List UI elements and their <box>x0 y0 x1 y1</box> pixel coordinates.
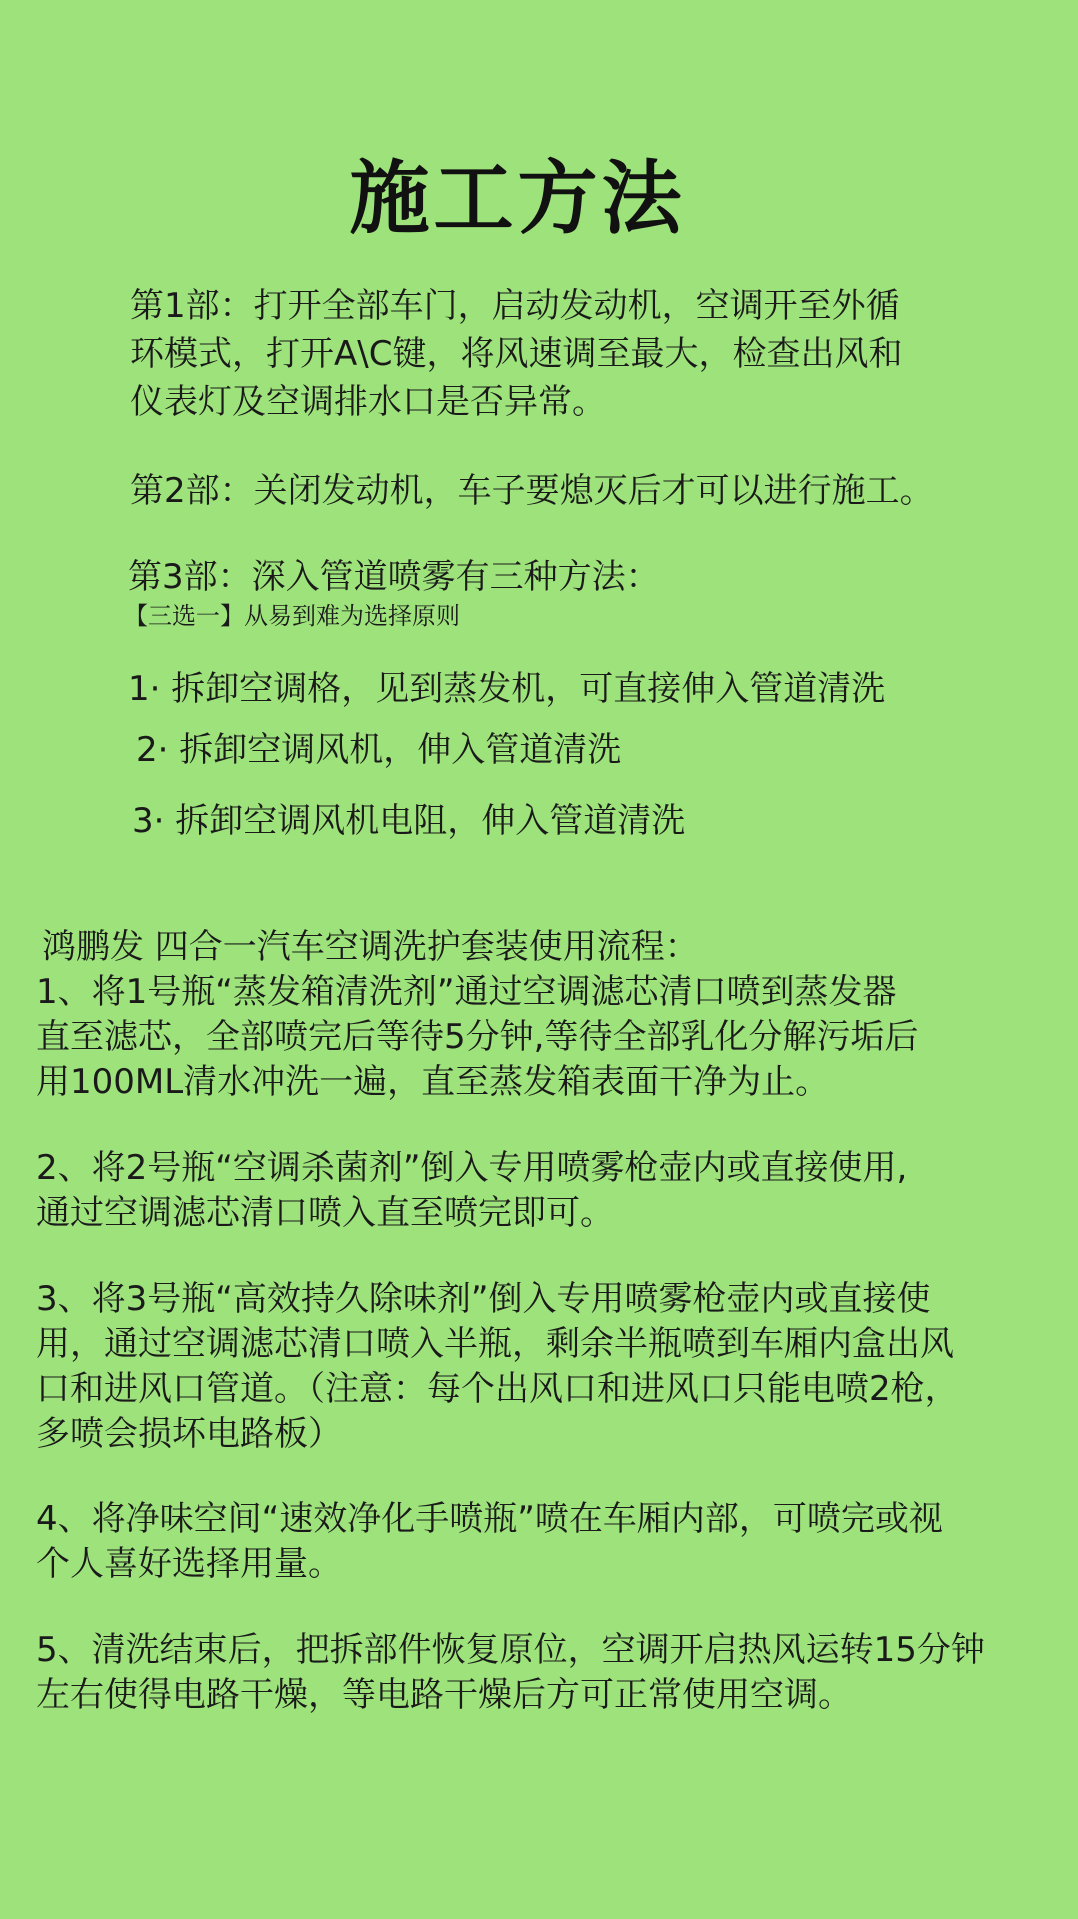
step-3-note: 【三选一】从易到难为选择原则 <box>124 602 460 630</box>
usage-item-3: 3、将3号瓶“高效持久除味剂”倒入专用喷雾枪壶内或直接使 用，通过空调滤芯清口喷入半瓶，剩余半瓶喷到车厢内盒出风 口和进风口管道。（注意：每个出风口和进风口只能电喷2枪， 多喷会损坏电路板） <box>36 1279 959 1454</box>
usage-item-4: 4、将净味空间“速效净化手喷瓶”喷在车厢内部，可喷完或视 个人喜好选择用量。 <box>36 1499 943 1584</box>
method-item-3: 3· 拆卸空调风机电阻，伸入管道清洗 <box>132 801 686 841</box>
step-3-text: 第3部：深入管道喷雾有三种方法： <box>128 557 660 597</box>
usage-item-5: 5、清洗结束后，把拆部件恢复原位，空调开启热风运转15分钟 左右使得电路干燥，等电路干燥后方可正常使用空调。 <box>36 1630 985 1715</box>
usage-item-2: 2、将2号瓶“空调杀菌剂”倒入专用喷雾枪壶内或直接使用, 通过空调滤芯清口喷入直至喷完即可。 <box>36 1148 908 1233</box>
step-2-text: 第2部：关闭发动机，车子要熄灭后才可以进行施工。 <box>130 471 934 511</box>
page-title: 施工方法 <box>349 151 686 245</box>
step-1-text: 第1部：打开全部车门，启动发动机，空调开至外循 环模式，打开A\C键，将风速调至最大，检查出风和 仪表灯及空调排水口是否异常。 <box>130 286 903 422</box>
usage-title: 鸿鹏发 四合一汽车空调洗护套装使用流程： <box>42 927 699 967</box>
method-item-1: 1· 拆卸空调格，见到蒸发机，可直接伸入管道清洗 <box>128 669 886 709</box>
method-item-2: 2· 拆卸空调风机，伸入管道清洗 <box>136 730 622 770</box>
usage-item-1: 1、将1号瓶“蒸发箱清洗剂”通过空调滤芯清口喷到蒸发器 直至滤芯，全部喷完后等待5分钟,等待全部乳化分解污垢后 用100ML清水冲洗一遍，直至蒸发箱表面干净为止。 <box>36 972 919 1102</box>
